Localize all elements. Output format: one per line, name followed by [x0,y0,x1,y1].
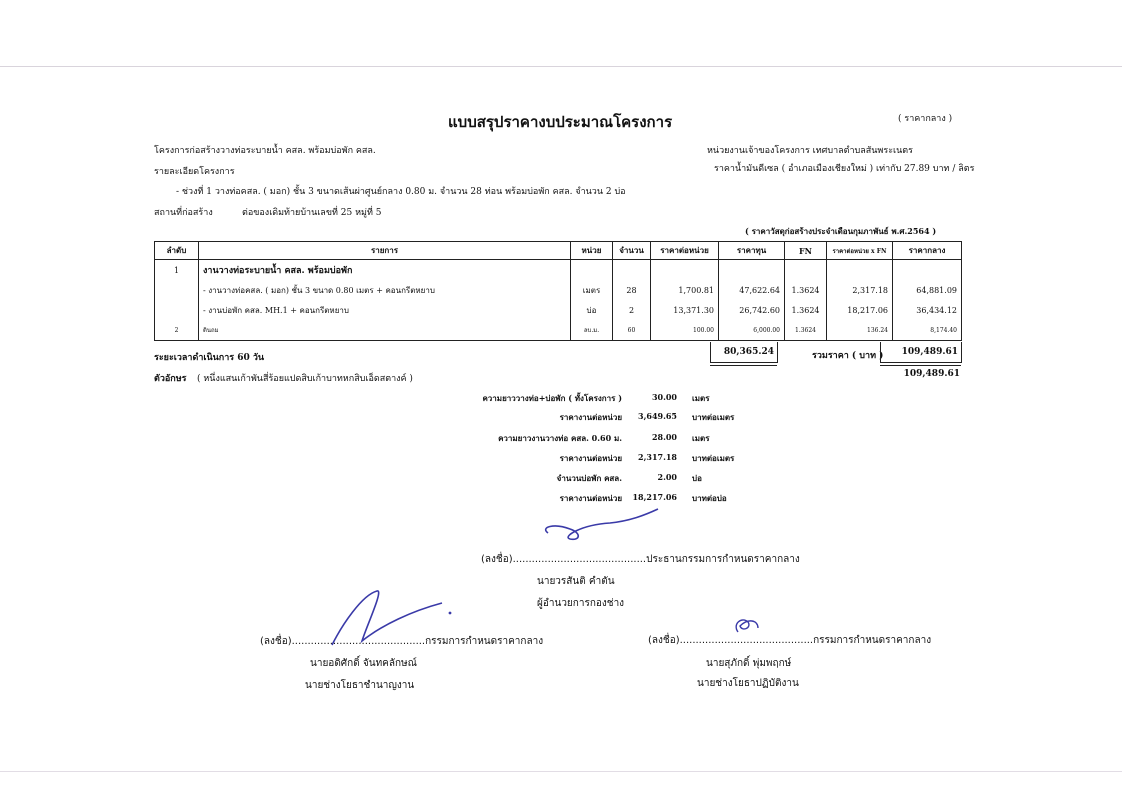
stat-value: 30.00 [651,392,677,402]
col-header-unit-fn: ราคาต่อหน่วย x FN [827,242,893,260]
chair-name: นายวรสันติ คำตัน [537,576,615,587]
stat-value: 2.00 [657,472,677,482]
cell-unit: เมตร [571,280,613,300]
col-header-median: ราคากลาง [893,242,962,260]
cell-item: งานวางท่อระบายน้ำ คสล. พร้อมบ่อพัก [199,260,571,281]
project-name: โครงการก่อสร้างวางท่อระบายน้ำ คสล. พร้อมบ่อพัก คสล. [154,146,376,156]
stat-label: ความยาววางท่อ+บ่อพัก ( ทั้งโครงการ ) [482,393,622,403]
total-label: รวมราคา ( บาท ) [812,351,884,361]
cost-total-underline [710,362,777,366]
document-title: แบบสรุปราคางบประมาณโครงการ [448,113,673,131]
stat-unit: บาทต่อบ่อ [692,493,727,503]
stat-unit: บาทต่อเมตร [692,453,735,463]
stat-unit: เมตร [692,393,710,403]
stat-unit: บาทต่อเมตร [692,412,735,422]
table-row [155,280,962,300]
cell-qty: 2 [613,300,651,320]
cell-unit: ลบ.ม. [571,320,613,341]
location-value: ต่อของเดิมท้ายบ้านเลขที่ 25 หมู่ที่ 5 [242,208,382,218]
scan-edge-bottom [0,771,1122,772]
cell-cost [719,260,785,281]
cost-table [154,241,962,341]
table-row [155,300,962,320]
left-signature-line: (ลงชื่อ)..........................................กรรมการกำหนดราคากลาง [260,636,544,647]
table-row [155,320,962,341]
table-header-row [155,242,962,260]
right-signature-line: (ลงชื่อ)..........................................กรรมการกำหนดราคากลาง [648,635,932,646]
cell-no: 2 [155,320,199,341]
cell-unit-fn: 2,317.18 [827,280,893,300]
cell-unit-price: 100.00 [651,320,719,341]
price-type-label: ( ราคากลาง ) [898,114,953,124]
cell-cost: 6,000.00 [719,320,785,341]
stat-value: 3,649.65 [638,411,677,421]
diesel-price: ราคาน้ำมันดีเซล ( อำเภอเมืองเชียงใหม่ ) เท่ากับ 27.89 บาท / ลิตร [714,164,975,174]
cell-unit-price: 1,700.81 [651,280,719,300]
stat-label: ราคางานต่อหน่วย [559,453,622,463]
cell-unit-price: 13,371.30 [651,300,719,320]
col-header-cost: ราคาทุน [719,242,785,260]
right-position: นายช่างโยธาปฏิบัติงาน [697,678,799,689]
cell-fn: 1.3624 [785,320,827,341]
text-amount: ( หนึ่งแสนเก้าพันสี่ร้อยแปดสิบเก้าบาทหกสิบเอ็ดสตางค์ ) [197,374,413,384]
chair-signature-image [540,505,670,550]
left-name: นายอดิศักดิ์ จันทคลักษณ์ [310,658,417,669]
chair-position: ผู้อำนวยการกองช่าง [537,598,625,609]
scan-edge-top [0,66,1122,67]
cell-unit [571,260,613,281]
col-header-item: รายการ [199,242,571,260]
cell-median: 36,434.12 [893,300,962,320]
grand-total-underline [880,362,961,366]
cell-cost: 47,622.64 [719,280,785,300]
cell-unit-price [651,260,719,281]
cell-median: 64,881.09 [893,280,962,300]
cell-qty [613,260,651,281]
stat-label: ราคางานต่อหน่วย [559,493,622,503]
cell-cost: 26,742.60 [719,300,785,320]
grand-total-repeat: 109,489.61 [903,369,960,379]
stat-unit: เมตร [692,433,710,443]
stat-label: ราคางานต่อหน่วย [559,412,622,422]
cost-total: 80,365.24 [723,347,774,357]
details-label: รายละเอียดโครงการ [154,167,235,177]
stat-value: 18,217.06 [632,492,677,502]
stat-label: ความยาวงานวางท่อ คสล. 0.60 ม. [498,433,622,443]
col-header-qty: จำนวน [613,242,651,260]
col-header-no: ลำดับ [155,242,199,260]
cell-no [155,300,199,320]
cell-qty: 28 [613,280,651,300]
location-label: สถานที่ก่อสร้าง [154,208,213,218]
stat-label: จำนวนบ่อพัก คสล. [556,473,622,483]
col-header-fn: FN [785,242,827,260]
cell-fn: 1.3624 [785,280,827,300]
cell-fn [785,260,827,281]
table-row [155,260,962,281]
grand-total: 109,489.61 [901,347,958,357]
text-amount-label: ตัวอักษร [154,374,187,384]
cell-fn: 1.3624 [785,300,827,320]
project-detail: - ช่วงที่ 1 วางท่อคสล. ( มอก) ชั้น 3 ขนาดเส้นผ่าศูนย์กลาง 0.80 ม. จำนวน 28 ท่อน พร้อมบ่อพัก คสล. จำนวน 2 บ่อ [176,187,626,197]
cell-item: ดินถม [199,320,571,341]
chair-signature-line: (ลงชื่อ)..........................................ประธานกรรมการกำหนดราคากลาง [481,554,800,565]
cell-unit-fn [827,260,893,281]
cell-item: - งานวางท่อคสล. ( มอก) ชั้น 3 ขนาด 0.80 เมตร + คอนกรีตหยาบ [199,280,571,300]
cell-unit-fn: 136.24 [827,320,893,341]
cell-median: 8,174.40 [893,320,962,341]
cell-unit-fn: 18,217.06 [827,300,893,320]
cell-qty: 60 [613,320,651,341]
cell-no: 1 [155,260,199,281]
stat-unit: บ่อ [692,473,702,483]
right-name: นายสุภักดิ์ พุ่มพฤกษ์ [706,658,792,669]
col-header-unit: หน่วย [571,242,613,260]
col-header-unit-price: ราคาต่อหน่วย [651,242,719,260]
cell-unit: บ่อ [571,300,613,320]
cell-no [155,280,199,300]
cell-median [893,260,962,281]
duration: ระยะเวลาดำเนินการ 60 วัน [154,353,265,363]
cell-item: - งานบ่อพัก คสล. MH.1 + คอนกรีตหยาบ [199,300,571,320]
left-position: นายช่างโยธาชำนาญงาน [305,680,415,691]
stat-value: 2,317.18 [638,452,677,462]
material-price-note: ( ราคาวัสดุก่อสร้างประจำเดือนกุมภาพันธ์ พ.ศ.2564 ) [745,226,937,236]
stat-value: 28.00 [651,432,677,442]
agency-name: หน่วยงานเจ้าของโครงการ เทศบาลตำบลสันพระเนตร [707,146,913,156]
